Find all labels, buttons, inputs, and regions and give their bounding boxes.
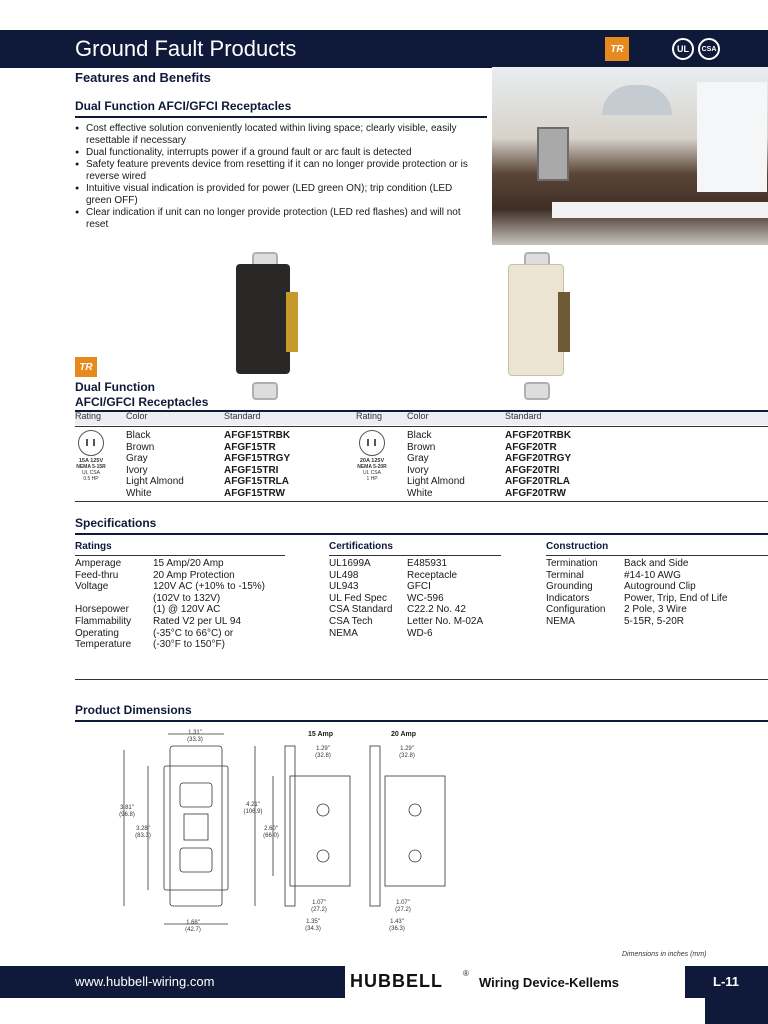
receptacle-almond-image — [500, 252, 572, 402]
spec-value: WD-6 — [407, 627, 433, 639]
front-body — [164, 766, 228, 890]
spec-value: E485931 — [407, 558, 448, 569]
table-cell: AFGF20TRI — [505, 464, 560, 476]
terminal-screw — [317, 850, 329, 862]
divider — [75, 720, 768, 722]
dim-value: (42.7) — [185, 927, 201, 933]
divider — [75, 533, 768, 535]
certifications-values — [407, 558, 483, 639]
header-rating: Rating — [356, 411, 383, 421]
brand-tagline: Wiring Device-Kellems — [479, 975, 620, 990]
side-terminal — [286, 292, 298, 352]
spec-label: Terminal — [546, 569, 584, 581]
csa-certified-icon: CSA — [698, 38, 720, 60]
divider — [75, 555, 285, 556]
nema-20-rating-icon — [357, 430, 387, 482]
table-cell: AFGF20TRLA — [505, 476, 570, 487]
table-cell: AFGF15TR — [224, 441, 276, 453]
spec-value: #14-10 AWG — [624, 569, 681, 581]
construction-values — [624, 558, 727, 628]
standard-column — [224, 430, 290, 499]
dim-value: (32.8) — [399, 753, 415, 759]
dim-20-total — [382, 919, 412, 933]
table-cell: Gray — [126, 453, 148, 464]
header-standard: Standard — [224, 411, 261, 421]
spec-label: Voltage — [75, 581, 109, 593]
spec-label: UL943 — [329, 581, 359, 593]
spec-label: Operating — [75, 627, 119, 639]
spec-value: Back and Side — [624, 558, 689, 569]
spec-label: Configuration — [546, 604, 606, 616]
table-cell: AFGF20TRW — [505, 487, 566, 499]
kitchen-photo — [492, 67, 768, 245]
divider — [75, 426, 768, 427]
tamper-resistant-badge: TR — [75, 357, 97, 377]
spec-label: Grounding — [546, 581, 593, 593]
mounting-ear — [252, 382, 278, 400]
rating-text: NEMA 5-15R — [76, 464, 106, 470]
certifications-heading: Certifications — [329, 541, 393, 552]
front-outline — [170, 746, 222, 906]
dim-value: 1.07" — [312, 900, 326, 906]
dim-value: 4.21" — [246, 802, 260, 808]
table-cell: Ivory — [126, 464, 148, 476]
counter — [552, 202, 768, 218]
side-terminal — [558, 292, 570, 352]
list-item: ● Clear indication if unit can no longer provide protection (LED red flashes) and will not reset — [75, 207, 475, 231]
tamper-resistant-badge: TR — [605, 37, 629, 61]
dim-value: (32.8) — [315, 753, 331, 759]
nema-15-rating-icon — [76, 430, 106, 482]
range-hood — [602, 85, 672, 115]
dim-value: (27.2) — [395, 907, 411, 913]
page-header — [0, 30, 768, 68]
features-subheading: Dual Function AFCI/GFCI Receptacles — [75, 99, 292, 113]
spec-value: (1) @ 120V AC — [153, 604, 221, 616]
spec-value: C22.2 No. 42 — [407, 604, 466, 616]
dim-height-total — [238, 802, 268, 816]
lower-outlet — [180, 848, 212, 872]
dim-20-depth — [388, 900, 418, 914]
dim-15-depth — [304, 900, 334, 914]
certifications-labels — [329, 558, 392, 639]
standard-column — [505, 430, 571, 499]
rating-text: 20A 125V — [359, 458, 385, 464]
spec-value: (-30°F to 150°F) — [153, 639, 225, 651]
side-20-body — [385, 776, 445, 886]
construction-heading: Construction — [546, 541, 609, 552]
ratings-labels — [75, 558, 131, 651]
header-color: Color — [126, 411, 148, 421]
spec-value: (-35°C to 66°C) or — [153, 627, 234, 639]
table-cell: Ivory — [407, 464, 429, 476]
table-cell: AFGF20TR — [505, 441, 557, 453]
hubbell-logo: HUBBELL — [350, 971, 443, 991]
registered-mark: ® — [463, 969, 469, 978]
dim-value: 1.31" — [188, 730, 202, 736]
page-footer — [0, 966, 768, 998]
dim-top-width — [180, 730, 210, 744]
spec-value: 120V AC (+10% to -15%) — [153, 581, 266, 593]
terminal-screw — [409, 804, 421, 816]
outlet-icon — [359, 430, 385, 456]
side-15-body — [290, 776, 350, 886]
table-cell: Brown — [407, 441, 436, 453]
color-column — [126, 430, 184, 499]
table-cell: AFGF20TRBK — [505, 430, 572, 441]
divider — [75, 501, 768, 502]
table-cell: AFGF15TRW — [224, 487, 285, 499]
window — [697, 82, 767, 192]
divider — [75, 116, 487, 118]
table-cell: AFGF15TRI — [224, 464, 279, 476]
rating-text: UL CSA — [82, 470, 100, 476]
dim-bottom-width — [178, 920, 208, 934]
dim-value: 1.68" — [186, 920, 200, 926]
dim-value: 3.81" — [120, 805, 134, 811]
side-20-strap — [370, 746, 380, 906]
dim-value: 3.28" — [136, 826, 150, 832]
spec-label: Temperature — [75, 639, 132, 651]
upper-outlet — [180, 783, 212, 807]
ratings-values — [153, 558, 265, 651]
dim-value: (36.3) — [389, 926, 405, 932]
dim-value: (96.8) — [119, 812, 135, 818]
dim-value: (66.0) — [263, 833, 279, 839]
dim-value: 1.07" — [396, 900, 410, 906]
dimensions-note: Dimensions in inches (mm) — [622, 951, 707, 958]
spec-value: WC-596 — [407, 592, 444, 604]
dim-value: (34.3) — [305, 926, 321, 932]
spec-value: Receptacle — [407, 569, 458, 581]
table-cell: White — [126, 487, 152, 499]
rating-text: 15A 125V — [78, 458, 104, 464]
dim-value: 1.29" — [316, 746, 330, 752]
terminal-screw — [317, 804, 329, 816]
spec-label: Feed-thru — [75, 569, 119, 581]
divider — [75, 679, 768, 680]
list-item: ● Safety feature prevents device from resetting if it can no longer provide protection or is reverse wired — [75, 159, 475, 183]
label-15-amp: 15 Amp — [308, 731, 334, 738]
ul-listed-icon: UL — [672, 38, 694, 60]
page-title: Ground Fault Products — [75, 36, 297, 61]
table-cell: Brown — [126, 441, 155, 453]
table-title-line1: Dual Function — [75, 380, 155, 394]
spec-value: Rated V2 per UL 94 — [153, 615, 242, 627]
divider — [329, 555, 501, 556]
spec-label — [75, 593, 131, 605]
spec-value: 20 Amp Protection — [153, 569, 235, 581]
table-cell: Black — [407, 430, 432, 441]
spec-label: NEMA — [329, 627, 358, 639]
spec-label: Amperage — [75, 558, 122, 569]
color-column — [407, 430, 465, 499]
receptacle-face — [508, 264, 564, 376]
spec-value: Letter No. M-02A — [407, 615, 484, 627]
rating-text: NEMA 5-20R — [357, 464, 387, 470]
table-cell: Gray — [407, 453, 429, 464]
header-rating: Rating — [75, 411, 102, 421]
receptacle-face — [236, 264, 290, 374]
page-number-box — [705, 966, 768, 1024]
ratings-heading: Ratings — [75, 541, 112, 552]
spec-value: 15 Amp/20 Amp — [153, 558, 224, 569]
list-item: ● Intuitive visual indication is provided for power (LED green ON); trip condition (LED green OFF) — [75, 183, 475, 207]
spec-value: GFCI — [407, 581, 431, 593]
list-item: ● Cost effective solution conveniently located within living space; clearly visible, easily resettable if necessary — [75, 123, 475, 147]
dim-value: 1.35" — [306, 919, 320, 925]
dim-value: (27.2) — [311, 907, 327, 913]
spec-label: Flammability — [75, 615, 132, 627]
rating-text: 0.5 HP — [83, 476, 99, 482]
dim-value: (83.3) — [135, 833, 151, 839]
spec-label: NEMA — [546, 615, 575, 627]
spec-label: Horsepower — [75, 604, 129, 616]
dim-height-outer — [112, 805, 142, 819]
dim-height-body — [256, 826, 286, 840]
spec-label: UL1699A — [329, 558, 371, 569]
dim-value: 2.60" — [264, 826, 278, 832]
table-cell: Light Almond — [126, 476, 184, 487]
brand-block — [345, 966, 685, 998]
header-standard: Standard — [505, 411, 542, 421]
features-list — [75, 123, 475, 231]
spec-value: 2 Pole, 3 Wire — [624, 604, 687, 616]
divider — [546, 555, 768, 556]
receptacle-black-image — [228, 252, 300, 402]
test-reset-buttons — [184, 814, 208, 840]
table-cell: AFGF15TRGY — [224, 453, 291, 464]
dim-20-top — [392, 746, 422, 760]
table-cell: Light Almond — [407, 476, 465, 487]
website-link[interactable]: www.hubbell-wiring.com — [75, 974, 215, 989]
dim-value: 1.43" — [390, 919, 404, 925]
spec-label: CSA Tech — [329, 615, 373, 627]
mounting-ear — [524, 382, 550, 400]
label-20-amp: 20 Amp — [391, 731, 417, 738]
specifications-heading: Specifications — [75, 516, 157, 530]
spec-label: UL498 — [329, 569, 359, 581]
dim-value: (33.3) — [187, 737, 203, 743]
construction-labels — [546, 558, 605, 628]
outlet-icon — [78, 430, 104, 456]
features-heading: Features and Benefits — [75, 70, 211, 85]
dim-value: 1.29" — [400, 746, 414, 752]
table-cell: AFGF15TRLA — [224, 476, 289, 487]
spec-label: Termination — [546, 558, 598, 569]
spec-label: Indicators — [546, 592, 590, 604]
table-title-line2: AFCI/GFCI Receptacles — [75, 395, 209, 409]
dim-height-inner — [128, 826, 158, 840]
table-cell: Black — [126, 430, 151, 441]
terminal-screw — [409, 850, 421, 862]
dim-15-top — [308, 746, 338, 760]
rating-text: UL CSA — [363, 470, 381, 476]
table-cell: AFGF20TRGY — [505, 453, 572, 464]
table-cell: AFGF15TRBK — [224, 430, 291, 441]
dim-15-total — [298, 919, 328, 933]
spec-label: UL Fed Spec — [329, 592, 387, 604]
list-item: ● Dual functionality, interrupts power if a ground fault or arc fault is detected — [75, 147, 475, 159]
spec-value: Autoground Clip — [624, 581, 696, 593]
dimensions-heading: Product Dimensions — [75, 703, 192, 717]
spec-value: 5-15R, 5-20R — [624, 615, 685, 627]
rating-text: 1 HP — [366, 476, 378, 482]
spec-label: CSA Standard — [329, 604, 393, 616]
table-cell: White — [407, 487, 433, 499]
page-number: L-11 — [713, 974, 740, 989]
dim-value: (106.9) — [243, 809, 263, 815]
spec-value: Power, Trip, End of Life — [624, 592, 728, 604]
header-color: Color — [407, 411, 429, 421]
spec-value: (102V to 132V) — [153, 592, 221, 604]
wall-oven — [537, 127, 569, 181]
